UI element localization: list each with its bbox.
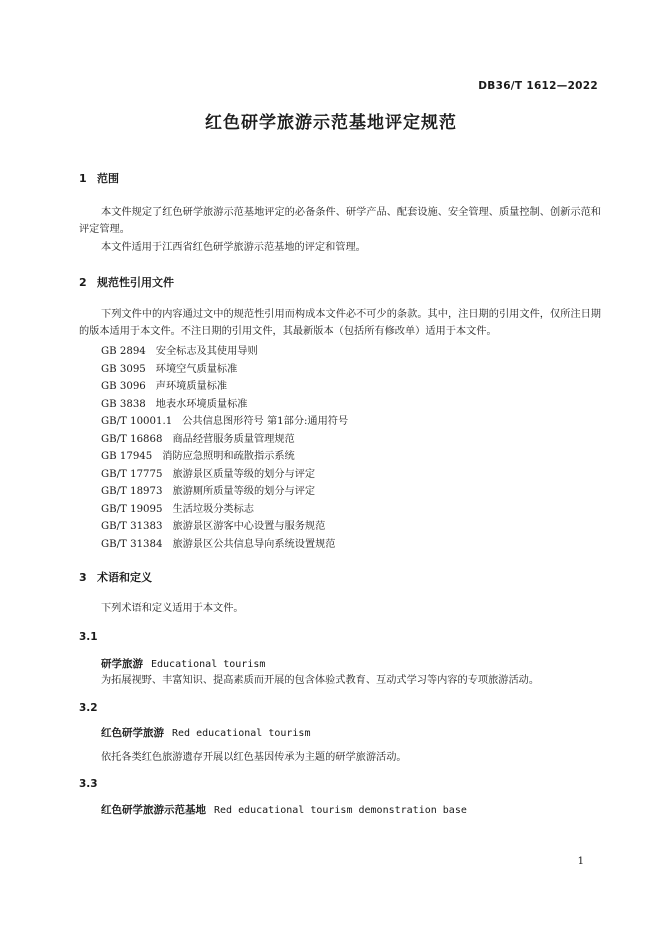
section-1-title: 范围 <box>97 172 119 185</box>
reference-item <box>101 466 348 484</box>
reference-name: 声环境质量标准 <box>155 381 228 392</box>
term-3-2-en: Red educational tourism <box>172 728 311 739</box>
section-3-intro <box>79 600 601 617</box>
section-1-body <box>79 204 601 256</box>
reference-item <box>101 361 348 379</box>
reference-item <box>101 431 348 449</box>
term-3-3-en: Red educational tourism demonstration base <box>214 805 467 816</box>
section-3-intro-text: 下列术语和定义适用于本文件。 <box>101 603 244 614</box>
reference-item <box>101 378 348 396</box>
section-1-paragraph-2: 本文件适用于江西省红色研学旅游示范基地的评定和管理。 <box>101 241 366 253</box>
reference-item <box>101 483 348 501</box>
term-3-2-number: 3.2 <box>79 702 98 714</box>
reference-name: 生活垃圾分类标志 <box>172 503 254 515</box>
reference-name: 旅游景区游客中心设置与服务规范 <box>172 521 326 532</box>
reference-name: 安全标志及其使用导则 <box>155 346 258 357</box>
term-3-1-en: Educational tourism <box>151 659 266 670</box>
section-2-heading <box>79 274 174 290</box>
term-3-1-definition: 为拓展视野、丰富知识、提高素质而开展的包含体验式教育、互动式学习等内容的专项旅游活动。 <box>101 675 540 686</box>
reference-item <box>101 536 348 554</box>
term-3-3-zh: 红色研学旅游示范基地 <box>101 804 206 816</box>
document-code: DB36/T 1612—2022 <box>478 80 598 92</box>
term-3-1-zh: 研学旅游 <box>101 658 143 670</box>
reference-code: GB 17945 <box>101 451 153 462</box>
term-3-2-title <box>101 725 310 740</box>
section-2-title: 规范性引用文件 <box>97 276 174 289</box>
reference-code: GB 3096 <box>101 381 146 392</box>
reference-code: GB/T 18973 <box>101 486 163 497</box>
reference-name: 旅游厕所质量等级的划分与评定 <box>172 486 316 497</box>
reference-code: GB/T 16868 <box>101 433 163 445</box>
page-number: 1 <box>577 856 584 867</box>
section-3-number: 3 <box>79 571 87 584</box>
reference-name: 公共信息图形符号 第1部分:通用符号 <box>182 416 349 427</box>
section-2-number: 2 <box>79 276 87 289</box>
term-3-2-zh: 红色研学旅游 <box>101 727 164 739</box>
term-3-1-title <box>101 656 265 671</box>
section-3-title: 术语和定义 <box>97 571 152 584</box>
reference-code: GB 3095 <box>101 363 146 375</box>
reference-code: GB/T 17775 <box>101 468 163 480</box>
document-title: 红色研学旅游示范基地评定规范 <box>205 113 457 133</box>
reference-code: GB 3838 <box>101 398 146 410</box>
term-3-3-title <box>101 802 467 817</box>
reference-name: 地表水环境质量标准 <box>155 398 248 410</box>
section-2-intro <box>79 306 601 341</box>
reference-name: 商品经营服务质量管理规范 <box>172 433 295 445</box>
reference-item <box>101 396 348 414</box>
reference-item <box>101 518 348 536</box>
normative-reference-list <box>101 343 348 553</box>
reference-code: GB/T 10001.1 <box>101 416 173 427</box>
reference-item <box>101 448 348 466</box>
reference-name: 旅游景区质量等级的划分与评定 <box>172 468 316 480</box>
reference-item <box>101 343 348 361</box>
reference-code: GB/T 31384 <box>101 538 163 550</box>
reference-item <box>101 413 348 431</box>
reference-code: GB/T 19095 <box>101 503 163 515</box>
section-3-heading <box>79 569 152 585</box>
reference-code: GB/T 31383 <box>101 521 163 532</box>
reference-code: GB 2894 <box>101 346 146 357</box>
section-1-number: 1 <box>79 172 87 185</box>
term-3-1-number: 3.1 <box>79 631 98 643</box>
reference-name: 环境空气质量标准 <box>155 363 238 375</box>
section-1-heading <box>79 170 119 186</box>
reference-name: 旅游景区公共信息导向系统设置规范 <box>172 538 336 550</box>
term-3-3-number: 3.3 <box>79 778 98 790</box>
section-1-paragraph-1: 本文件规定了红色研学旅游示范基地评定的必备条件、研学产品、配套设施、安全管理、质量控制、创新示范和评定管理。 <box>79 207 601 236</box>
reference-item <box>101 501 348 519</box>
section-2-intro-text: 下列文件中的内容通过文中的规范性引用而构成本文件必不可少的条款。其中，注日期的引用文件，仅所注日期的版本适用于本文件。不注日期的引用文件，其最新版本（包括所有修改单）适用于本文件。 <box>79 309 601 338</box>
reference-name: 消防应急照明和疏散指示系统 <box>162 451 295 462</box>
term-3-2-definition: 依托各类红色旅游遗存开展以红色基因传承为主题的研学旅游活动。 <box>101 752 407 763</box>
